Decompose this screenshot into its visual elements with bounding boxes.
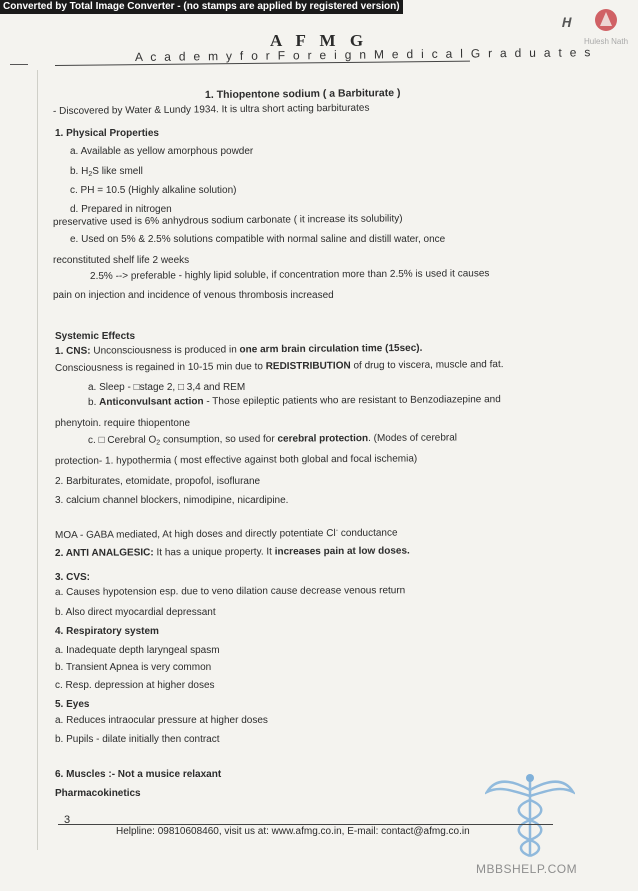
physical-e2: reconstituted shelf life 2 weeks — [53, 255, 190, 266]
cns-line: 1. CNS: Unconsciousness is produced in one arm brain circulation time (15sec). — [54, 342, 423, 357]
anti-analgesic-line: 2. ANTI ANALGESIC: It has a unique property. It increases pain at low doses. — [54, 545, 410, 559]
section-heading: 1. Thiopentone sodium ( a Barbiturate ) — [204, 86, 401, 102]
left-dash — [10, 64, 28, 65]
footer-helpline: Helpline: 09810608460, visit us at: www.afmg.co.in, E-mail: contact@afmg.co.in — [116, 826, 470, 837]
resp-title: 4. Respiratory system — [55, 626, 159, 637]
pain-line: pain on injection and incidence of venous thrombosis increased — [53, 290, 334, 301]
physical-a: a. Available as yellow amorphous powder — [70, 146, 254, 157]
physical-c: c. PH = 10.5 (Highly alkaline solution) — [70, 185, 237, 196]
footer-rule — [58, 824, 553, 825]
physical-b: b. $H_2S$ like smell — [70, 166, 143, 178]
cvs-b: b. Also direct myocardial depressant — [55, 607, 216, 618]
sleep-line: a. Sleep - □stage 2, □ 3,4 and REM — [88, 382, 246, 393]
regain-line: Consciousness is regained in 10-15 min due to REDISTRIBUTION of drug to viscera, muscle and fat. — [54, 359, 504, 374]
moa-line: MOA - GABA mediated, At high doses and directly potentiate Cl- conductance — [54, 527, 398, 541]
page-number: 3 — [64, 814, 71, 826]
physical-d: d. Prepared in nitrogen — [70, 204, 172, 215]
page-edge — [37, 70, 38, 850]
physical-e: e. Used on 5% & 2.5% solutions compatible with normal saline and distill water, once — [70, 234, 446, 245]
phenytoin-line: phenytoin. require thiopentone — [55, 418, 191, 429]
eyes-title: 5. Eyes — [55, 699, 90, 710]
anticonvulsant-line: b. Anticonvulsant action - Those epileptic patients who are resistant to Benzodiazepine and — [87, 394, 501, 408]
eyes-b: b. Pupils - dilate initially then contract — [55, 734, 220, 745]
mbbshelp-watermark: MBBSHELP.COM — [476, 862, 578, 876]
pharmacokinetics-title: Pharmacokinetics — [55, 788, 141, 799]
resp-a: a. Inadequate depth laryngeal spasm — [55, 645, 220, 656]
physical-title: 1. Physical Properties — [55, 128, 159, 139]
protection-line: protection- 1. hypothermia ( most effective against both global and focal ischemia) — [54, 453, 418, 467]
barbiturates-line: 2. Barbiturates, etomidate, propofol, isoflurane — [55, 476, 261, 487]
cvs-a: a. Causes hypotension esp. due to veno dilation cause decrease venous return — [54, 585, 406, 598]
converter-banner: Converted by Total Image Converter - (no stamps are applied by registered version) — [0, 0, 403, 14]
svg-text:𝑯: 𝑯 — [562, 16, 572, 31]
resp-b: b. Transient Apnea is very common — [55, 662, 212, 673]
ccb-line: 3. calcium channel blockers, nimodipine, nicardipine. — [55, 495, 289, 506]
eyes-a: a. Reduces intraocular pressure at higher doses — [55, 715, 268, 726]
systemic-title: Systemic Effects — [55, 331, 136, 342]
resp-c: c. Resp. depression at higher doses — [55, 680, 215, 691]
preferable-line: 2.5% --> preferable - highly lipid soluble, if concentration more than 2.5% is used it causes — [89, 268, 490, 282]
preservative-line: preservative used is 6% anhydrous sodium carbonate ( it increase its solubility) — [52, 213, 403, 228]
caduceus-icon — [485, 768, 575, 863]
cvs-title: 3. CVS: — [55, 572, 91, 583]
discovered-line: - Discovered by Water & Lundy 1934. It is ultra short acting barbiturates — [52, 102, 370, 117]
hulesh-watermark: Hulesh Nath — [584, 37, 629, 46]
muscles-line: 6. Muscles :- Not a musice relaxant — [55, 769, 222, 780]
page-subtitle: A c a d e m y f o r F o r e i g n M e d i c a l G r a d u a t e s — [134, 45, 593, 64]
page-title: A F M G — [269, 31, 369, 50]
cerebral-line: c. □ Cerebral $O_2$ consumption, so used for cerebral protection. (Modes of cerebral — [87, 432, 458, 447]
